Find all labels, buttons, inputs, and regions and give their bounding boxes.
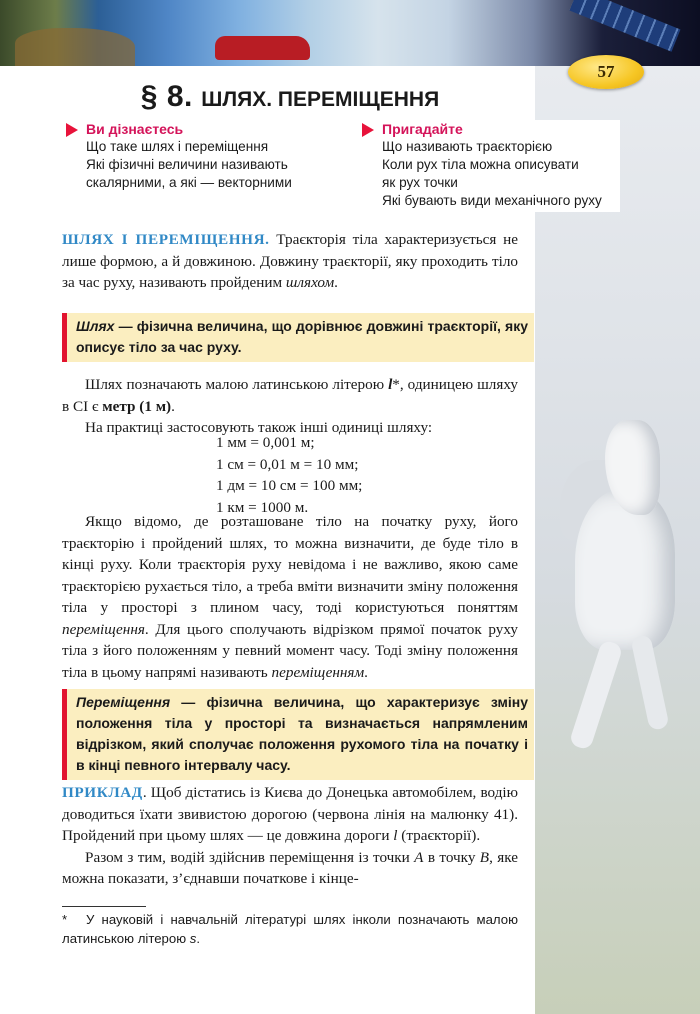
unit-conversion: 1 дм = 10 см = 100 мм; [216,477,363,494]
unit-conversion: 1 см = 0,01 м = 10 мм; [216,455,359,473]
footnote-marker: * [62,912,68,927]
page-title [0,80,580,114]
intro-lead: ШЛЯХ І ПЕРЕМІЩЕННЯ. [62,231,270,248]
goals-recall-item: Коли рух тіла можна описувати [382,157,579,172]
symbol-l: l [388,376,393,393]
term-displacement: переміщення [62,620,145,638]
triangle-bullet-icon [362,123,374,137]
goals-learn-item: Які фізичні величини називають [86,157,288,172]
point-a: A [414,848,424,866]
definition-term: Переміщення [76,694,171,710]
displacement-paragraph: Якщо відомо, де розташоване тіло на початку руху, його траєкторію і пройдений шлях, то можна визначити, де буде тіло в кінці руху. Коли траєкторія руху невідома і не важливо, якою саме траєкторією рухається тіло, а треба вміти визначити зміну положення тіла у просторі з плином часу, тоді користуються поняттям переміщення. Для цього сполучають відрізком прямої початок руху тіла з його положенням у певний момент часу. Тоді зміну положення тіла в цьому напрямі називають переміщенням. [62,513,518,681]
term-path: шляхом [285,274,335,291]
goals-learn-item: Що таке шлях і переміщення [86,139,269,154]
example-lead: ПРИКЛАД [62,784,143,801]
footnote: * У науковій і навчальній літературі шлях інколи позначають малою латинською літерою s. [62,912,518,946]
definition-path: Шлях — фізична величина, що дорівнює довжині траєкторії, яку описує тіло за час руху. [62,313,534,362]
goals-recall-item: як рух точки [382,175,458,190]
section-heading: ШЛЯХ. ПЕРЕМІЩЕННЯ [201,88,440,111]
unit-conversion: 1 км = 1000 м. [216,498,309,516]
example-paragraph: ПРИКЛАД. Щоб дістатись із Києва до Донецька автомобілем, водію доводиться їхати звивистою дорогою (червона лінія на малюнку 41). Пройдений при цьому шлях — це довжина дороги l (траєкторії). Разом з тим, водій здійснив переміщення із точки A в точку B, яке можна показати, з’єднавши початкове і кінце- [62,784,518,887]
definition-term: Шлях [76,318,115,334]
path-notation-paragraph: Шлях позначають малою латинською літерою l*, одиницею шляху в СІ є метр (1 м). На практиці застосовують також інші одиниці шляху: [62,374,518,439]
page-number: 57 [597,62,615,81]
goals-learn-block [86,120,292,192]
goals-recall-block [382,120,620,212]
animal-photo [15,28,135,66]
red-car-photo [215,36,310,60]
goals-recall-item: Які бувають види механічного руху [382,193,602,208]
si-unit: метр (1 м) [102,397,172,415]
definition-displacement: Переміщення — фізична величина, що характеризує зміну положення тіла у просторі та визначається напрямленим відрізком, який сполучає положення рухомого тіла на початку і в кінці певного інтервалу часу. [62,689,534,780]
unit-conversion: 1 мм = 0,001 м; [216,434,315,451]
goals-recall-heading: Пригадайте [382,121,463,137]
units-intro: На практиці застосовують також інші одиниці шляху: [85,419,433,436]
term-displacement: переміщенням [271,663,365,681]
units-list [216,432,362,518]
symbol-s: s [189,931,197,946]
triangle-bullet-icon [66,123,78,137]
section-number: § 8. [140,80,193,113]
horse-illustration [545,420,695,760]
symbol-l: l [393,827,398,844]
goals-recall-item: Що називають траєкторією [382,139,553,154]
intro-paragraph: ШЛЯХ І ПЕРЕМІЩЕННЯ. Траєкторія тіла характеризується не лише формою, а й довжиною. Довжину траєкторії, яку проходить тіло за час руху, називають пройденим шляхом. [62,231,518,291]
point-b: B [479,848,490,866]
footnote-divider [62,906,146,907]
goals-learn-item: скалярними, а які — векторними [86,175,292,190]
goals-learn-heading: Ви дізнаєтесь [86,121,184,137]
satellite-photo [570,0,681,52]
